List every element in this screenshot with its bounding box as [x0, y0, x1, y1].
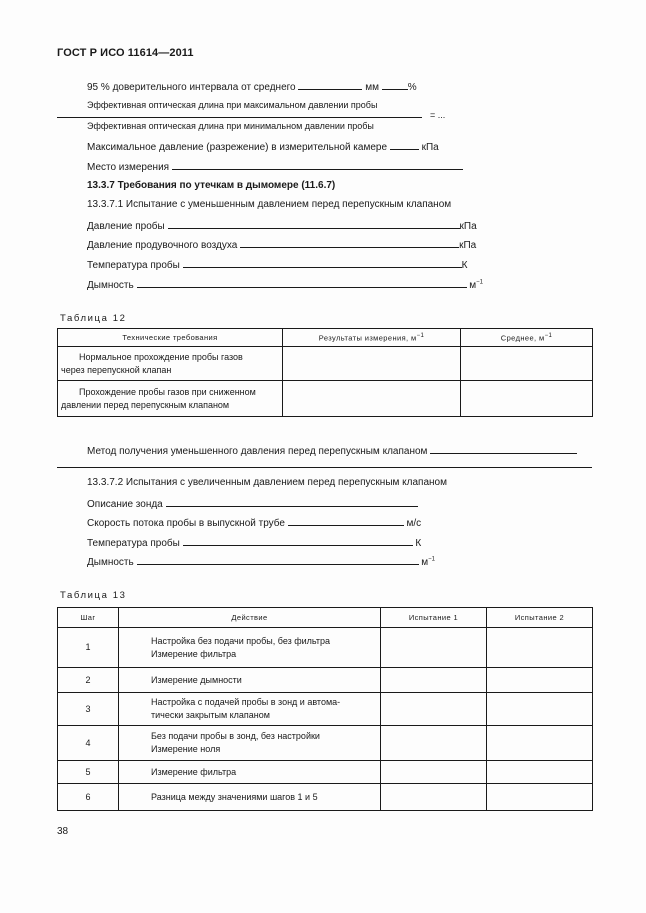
unit-exponent: −1 — [428, 556, 435, 563]
sample-pressure-blank — [168, 219, 460, 229]
table-row — [58, 668, 593, 693]
method-label: Метод получения уменьшенного давления перед перепускным клапаном — [87, 446, 428, 457]
col-header: Технические требования — [58, 329, 283, 347]
unit-kpa: кПа — [459, 240, 477, 251]
action-cell: Разница между значениями шагов 1 и 5 — [119, 784, 381, 811]
table-13 — [57, 607, 593, 811]
max-pressure-label: Максимальное давление (разрежение) в измерительной камере — [87, 142, 388, 153]
table-cell-empty — [487, 726, 593, 761]
purge-pressure-blank — [240, 238, 459, 248]
max-pressure-line — [87, 140, 439, 153]
purge-pressure-line — [87, 238, 476, 251]
location-line — [87, 160, 463, 173]
table-row — [58, 726, 593, 761]
document-header: ГОСТ Р ИСО 11614—2011 — [57, 47, 194, 59]
table-cell: Прохождение пробы газов при сниженном давлении перед перепускным клапаном — [58, 381, 283, 417]
unit-percent: % — [407, 82, 417, 93]
sample-temp-line — [87, 258, 467, 271]
table-cell-empty — [283, 381, 461, 417]
step-cell: 1 — [58, 628, 119, 668]
method-blank — [430, 444, 577, 454]
table-row — [58, 381, 593, 417]
table-cell-empty — [487, 784, 593, 811]
method-blank-continued — [57, 467, 592, 468]
sample-temp-blank — [183, 258, 462, 268]
sample-temp-label: Температура пробы — [87, 260, 180, 271]
col-header: Среднее, $м^{-1}$ — [461, 329, 593, 347]
sample-temp2-line — [87, 536, 421, 549]
table-row — [58, 628, 593, 668]
unit-kpa: кПа — [421, 142, 439, 153]
table-cell-empty — [381, 726, 487, 761]
step-cell: 4 — [58, 726, 119, 761]
table-cell-empty — [381, 784, 487, 811]
eff-length-min: Эффективная оптическая длина при минимальном давлении пробы — [87, 121, 374, 131]
probe-desc-label: Описание зонда — [87, 499, 163, 510]
unit-mm: мм — [365, 82, 379, 93]
probe-desc-blank — [166, 497, 418, 507]
action-cell: Измерение дымности — [119, 668, 381, 693]
col-header: Испытание 2 — [487, 608, 593, 628]
table-cell-empty — [461, 347, 593, 381]
action-cell: Измерение фильтра — [119, 761, 381, 784]
opacity2-blank — [137, 555, 419, 565]
percent-blank — [382, 80, 408, 90]
table-header-row — [58, 608, 593, 628]
step-cell: 6 — [58, 784, 119, 811]
unit-exponent: −1 — [476, 279, 483, 286]
action-cell: Настройка с подачей пробы в зонд и автома- тически закрытым клапаном — [119, 693, 381, 726]
purge-pressure-label: Давление продувочного воздуха — [87, 240, 238, 251]
table-cell-empty — [381, 761, 487, 784]
location-blank — [172, 160, 463, 170]
col-header: Шаг — [58, 608, 119, 628]
page-number: 38 — [57, 826, 69, 837]
table-cell-empty — [381, 668, 487, 693]
sample-temp2-blank — [183, 536, 413, 546]
table-12 — [57, 328, 593, 417]
step-cell: 2 — [58, 668, 119, 693]
opacity-blank — [137, 278, 467, 288]
max-pressure-blank — [390, 140, 419, 150]
subsection-1: 13.3.7.1 Испытание с уменьшенным давлением перед перепускным клапаном — [87, 199, 452, 210]
step-cell: 3 — [58, 693, 119, 726]
col-header: Результаты измерения, $м^{-1}$ — [283, 329, 461, 347]
probe-desc-line — [87, 497, 418, 510]
opacity2-label: Дымность — [87, 557, 134, 568]
sample-pressure-label: Давление пробы — [87, 221, 165, 232]
table-cell: Нормальное прохождение пробы газов через перепускной клапан — [58, 347, 283, 381]
eff-length-max: Эффективная оптическая длина при максимальном давлении пробы — [87, 100, 378, 110]
table-13-caption: Таблица 13 — [60, 590, 127, 601]
col-header: Действие — [119, 608, 381, 628]
table-cell-empty — [461, 381, 593, 417]
subsection-2: 13.3.7.2 Испытания с увеличенным давлением перед перепускным клапаном — [87, 477, 447, 488]
fraction-equals: = ... — [430, 110, 446, 120]
table-row — [58, 347, 593, 381]
table-cell-empty — [487, 761, 593, 784]
table-row — [58, 784, 593, 811]
table-12-caption: Таблица 12 — [60, 313, 127, 324]
table-cell-empty — [487, 668, 593, 693]
conf-interval-line — [87, 80, 417, 93]
table-cell-empty — [487, 628, 593, 668]
unit-per-m: м — [421, 557, 429, 568]
table-row — [58, 693, 593, 726]
flow-speed-line — [87, 516, 421, 529]
table-row — [58, 761, 593, 784]
unit-kpa: кПа — [459, 221, 477, 232]
conf-interval-blank — [298, 80, 362, 90]
table-cell-empty — [381, 693, 487, 726]
col-header: Испытание 1 — [381, 608, 487, 628]
unit-k: К — [461, 260, 468, 271]
unit-per-m: м — [469, 280, 477, 291]
opacity-line — [87, 278, 483, 291]
unit-k: К — [415, 538, 422, 549]
method-line — [87, 444, 577, 457]
table-cell-empty — [381, 628, 487, 668]
opacity-label: Дымность — [87, 280, 134, 291]
table-header-row — [58, 329, 593, 347]
sample-pressure-line — [87, 219, 477, 232]
step-cell: 5 — [58, 761, 119, 784]
sample-temp2-label: Температура пробы — [87, 538, 180, 549]
location-label: Место измерения — [87, 162, 170, 173]
table-cell-empty — [283, 347, 461, 381]
fraction-line — [57, 117, 422, 118]
opacity2-line — [87, 555, 435, 568]
flow-speed-label: Скорость потока пробы в выпускной трубе — [87, 518, 285, 529]
flow-speed-blank — [288, 516, 404, 526]
unit-m-s: м/с — [406, 518, 422, 529]
action-cell: Без подачи пробы в зонд, без настройки Измерение ноля — [119, 726, 381, 761]
table-cell-empty — [487, 693, 593, 726]
section-heading: 13.3.7 Требования по утечкам в дымомере (11.6.7) — [87, 180, 336, 191]
conf-interval-label: 95 % доверительного интервала от среднего — [87, 82, 296, 93]
action-cell: Настройка без подачи пробы, без фильтра Измерение фильтра — [119, 628, 381, 668]
